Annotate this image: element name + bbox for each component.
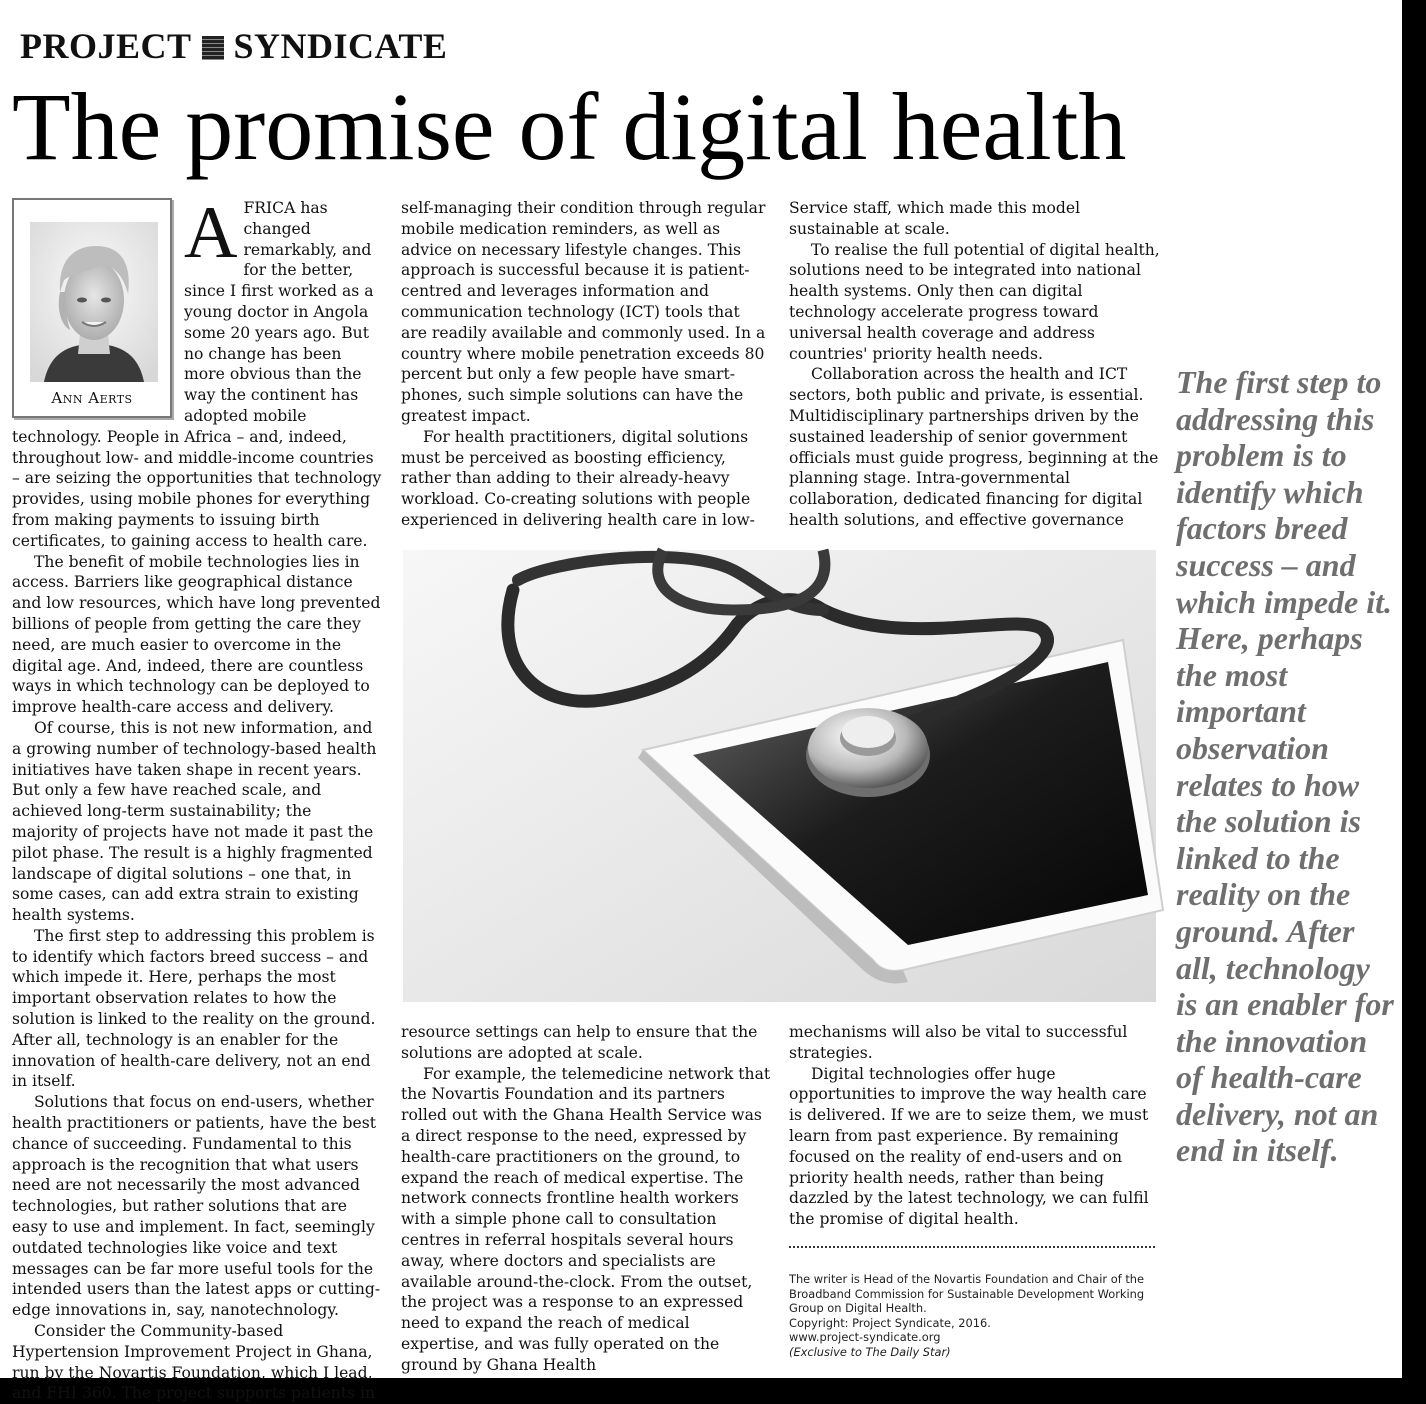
paragraph: Consider the Community-based Hypertension Improvement Project in Ghana, run by the Novartis Foundation, which I lead, and FHI 360. The project supports patients in — [12, 1322, 376, 1403]
paragraph: Solutions that focus on end-users, whether health practitioners or patients, have the best chance of succeeding. Fundamental to this approach is the recognition that what users need are not necessarily the most advanced technologies, but rather solutions that are easy to use and implement. In fact, seemingly outdated technologies like voice and text messages can be far more useful tools for the intended users than the latest apps or cutting-edge innovations in, say, nanotechnology. — [12, 1093, 381, 1320]
paragraph: For health practitioners, digital solutions must be perceived as boosting efficiency, rather than adding to their already-heavy workload. Co-creating solutions with people experienced in delivering health care in low- — [401, 427, 755, 529]
paragraph: The first step to addressing this problem is to identify which factors breed success – and which impede it. Here, perhaps the most important observation relates to how the solution is linked to the reality on the ground. After all, technology is an enabler for the innovation of health-care delivery, not an end in itself. — [12, 926, 376, 1091]
dotted-divider — [789, 1246, 1155, 1248]
stethoscope-icon — [403, 550, 1156, 1002]
article-column-2-bottom — [401, 1022, 771, 1372]
author-box — [12, 198, 172, 418]
author-portrait — [30, 222, 158, 382]
author-portrait-image — [30, 222, 158, 382]
masthead-logo — [20, 26, 447, 66]
drop-cap: A — [184, 192, 238, 274]
paragraph: FRICA has changed remarkably, and for the better, since I first worked as a young doctor in Angola some 20 years ago. But no change has been more obvious than the way the continent has adopted mobile technology. People in Africa – and, indeed, throughout low- and middle-income countries – are seizing the opportunities that technology provides, using mobile phones for everything from making payments to issuing birth certificates, to gaining access to health care. — [12, 199, 382, 550]
paragraph: mechanisms will also be vital to successful strategies. — [789, 1023, 1128, 1062]
author-footnote — [789, 1272, 1161, 1359]
paragraph: Digital technologies offer huge opportunities to improve the way health care is delivered. If we are to seize them, we must learn from past experience. By remaining focused on the reality of end-users and on priority health needs, rather than being dazzled by the latest technology, we can fulfil the promise of digital health. — [789, 1064, 1149, 1229]
paragraph: The benefit of mobile technologies lies in access. Barriers like geographical distance and low resources, which have long prevented billions of people from getting the care they need, are much easier to overcome in the digital age. And, indeed, there are countless ways in which technology can be deployed to improve health-care access and delivery. — [12, 552, 381, 717]
masthead-right: SYNDICATE — [233, 26, 448, 66]
article-column-3-top — [789, 198, 1161, 538]
article-column-2-top — [401, 198, 769, 538]
paragraph: To realise the full potential of digital health, solutions need to be integrated into national health systems. Only then can digital technology accelerate progress toward universal health coverage and address countries' priority health needs. — [789, 240, 1160, 363]
footnote-exclusive: (Exclusive to The Daily Star) — [789, 1344, 951, 1359]
paragraph: self-managing their condition through regular mobile medication reminders, as well as advice on necessary lifestyle changes. This approach is successful because it is patient-centred and leverages information and communication technology (ICT) tools that are readily available and commonly used. In a country where mobile penetration exceeds 80 percent but only a few people have smart-phones, such simple solutions can have the greatest impact. — [401, 199, 766, 425]
pull-quote: The first step to addressing this problem is to identify which factors breed success – and which impede it. Here, perhaps the most important observation relates to how the solution is linked to the reality on the ground. After all, technology is an enabler for the innovation of health-care delivery, not an end in itself. — [1176, 364, 1394, 1169]
article-column-3-bottom — [789, 1022, 1161, 1242]
stethoscope-on-tablet-photo — [403, 550, 1156, 1002]
footnote-url: www.project-syndicate.org — [789, 1330, 941, 1344]
paragraph: Service staff, which made this model sustainable at scale. — [789, 199, 1081, 238]
footnote-copyright: Copyright: Project Syndicate, 2016. — [789, 1315, 991, 1330]
footnote-bio: The writer is Head of the Novartis Foundation and Chair of the Broadband Commission for Sustainable Development Working Group on Digital Health. — [789, 1272, 1145, 1315]
newspaper-icon — [202, 36, 224, 60]
article-column-1 — [12, 192, 382, 1403]
paragraph: resource settings can help to ensure that the solutions are adopted at scale. — [401, 1023, 758, 1062]
author-name: Ann Aerts — [51, 389, 133, 407]
paragraph: For example, the telemedicine network that the Novartis Foundation and its partners rolled out with the Ghana Health Service was a direct response to the need, expressed by health-care practitioners on the ground, to expand the reach of medical expertise. The network connects frontline health workers with a simple phone call to consultation centres in referral hospitals several hours away, where doctors and specialists are available around-the-clock. From the outset, the project was a response to an expressed need to expand the reach of medical expertise, and was fully operated on the ground by Ghana Health — [401, 1064, 771, 1374]
masthead-left: PROJECT — [20, 26, 192, 66]
paragraph: Collaboration across the health and ICT sectors, both public and private, is essential. Multidisciplinary partnerships driven by the sustained leadership of senior government officials must guide progress, beginning at the planning stage. Intra-governmental collaboration, dedicated financing for digital health solutions, and effective governance — [789, 365, 1159, 529]
headline: The promise of digital health — [12, 73, 1127, 180]
paragraph: Of course, this is not new information, and a growing number of technology-based health initiatives have taken shape in recent years. But only a few have reached scale, and achieved long-term sustainability; the majority of projects have not made it past the pilot phase. The result is a highly fragmented landscape of digital solutions – one that, in some cases, can add extra strain to existing health systems. — [12, 718, 377, 925]
